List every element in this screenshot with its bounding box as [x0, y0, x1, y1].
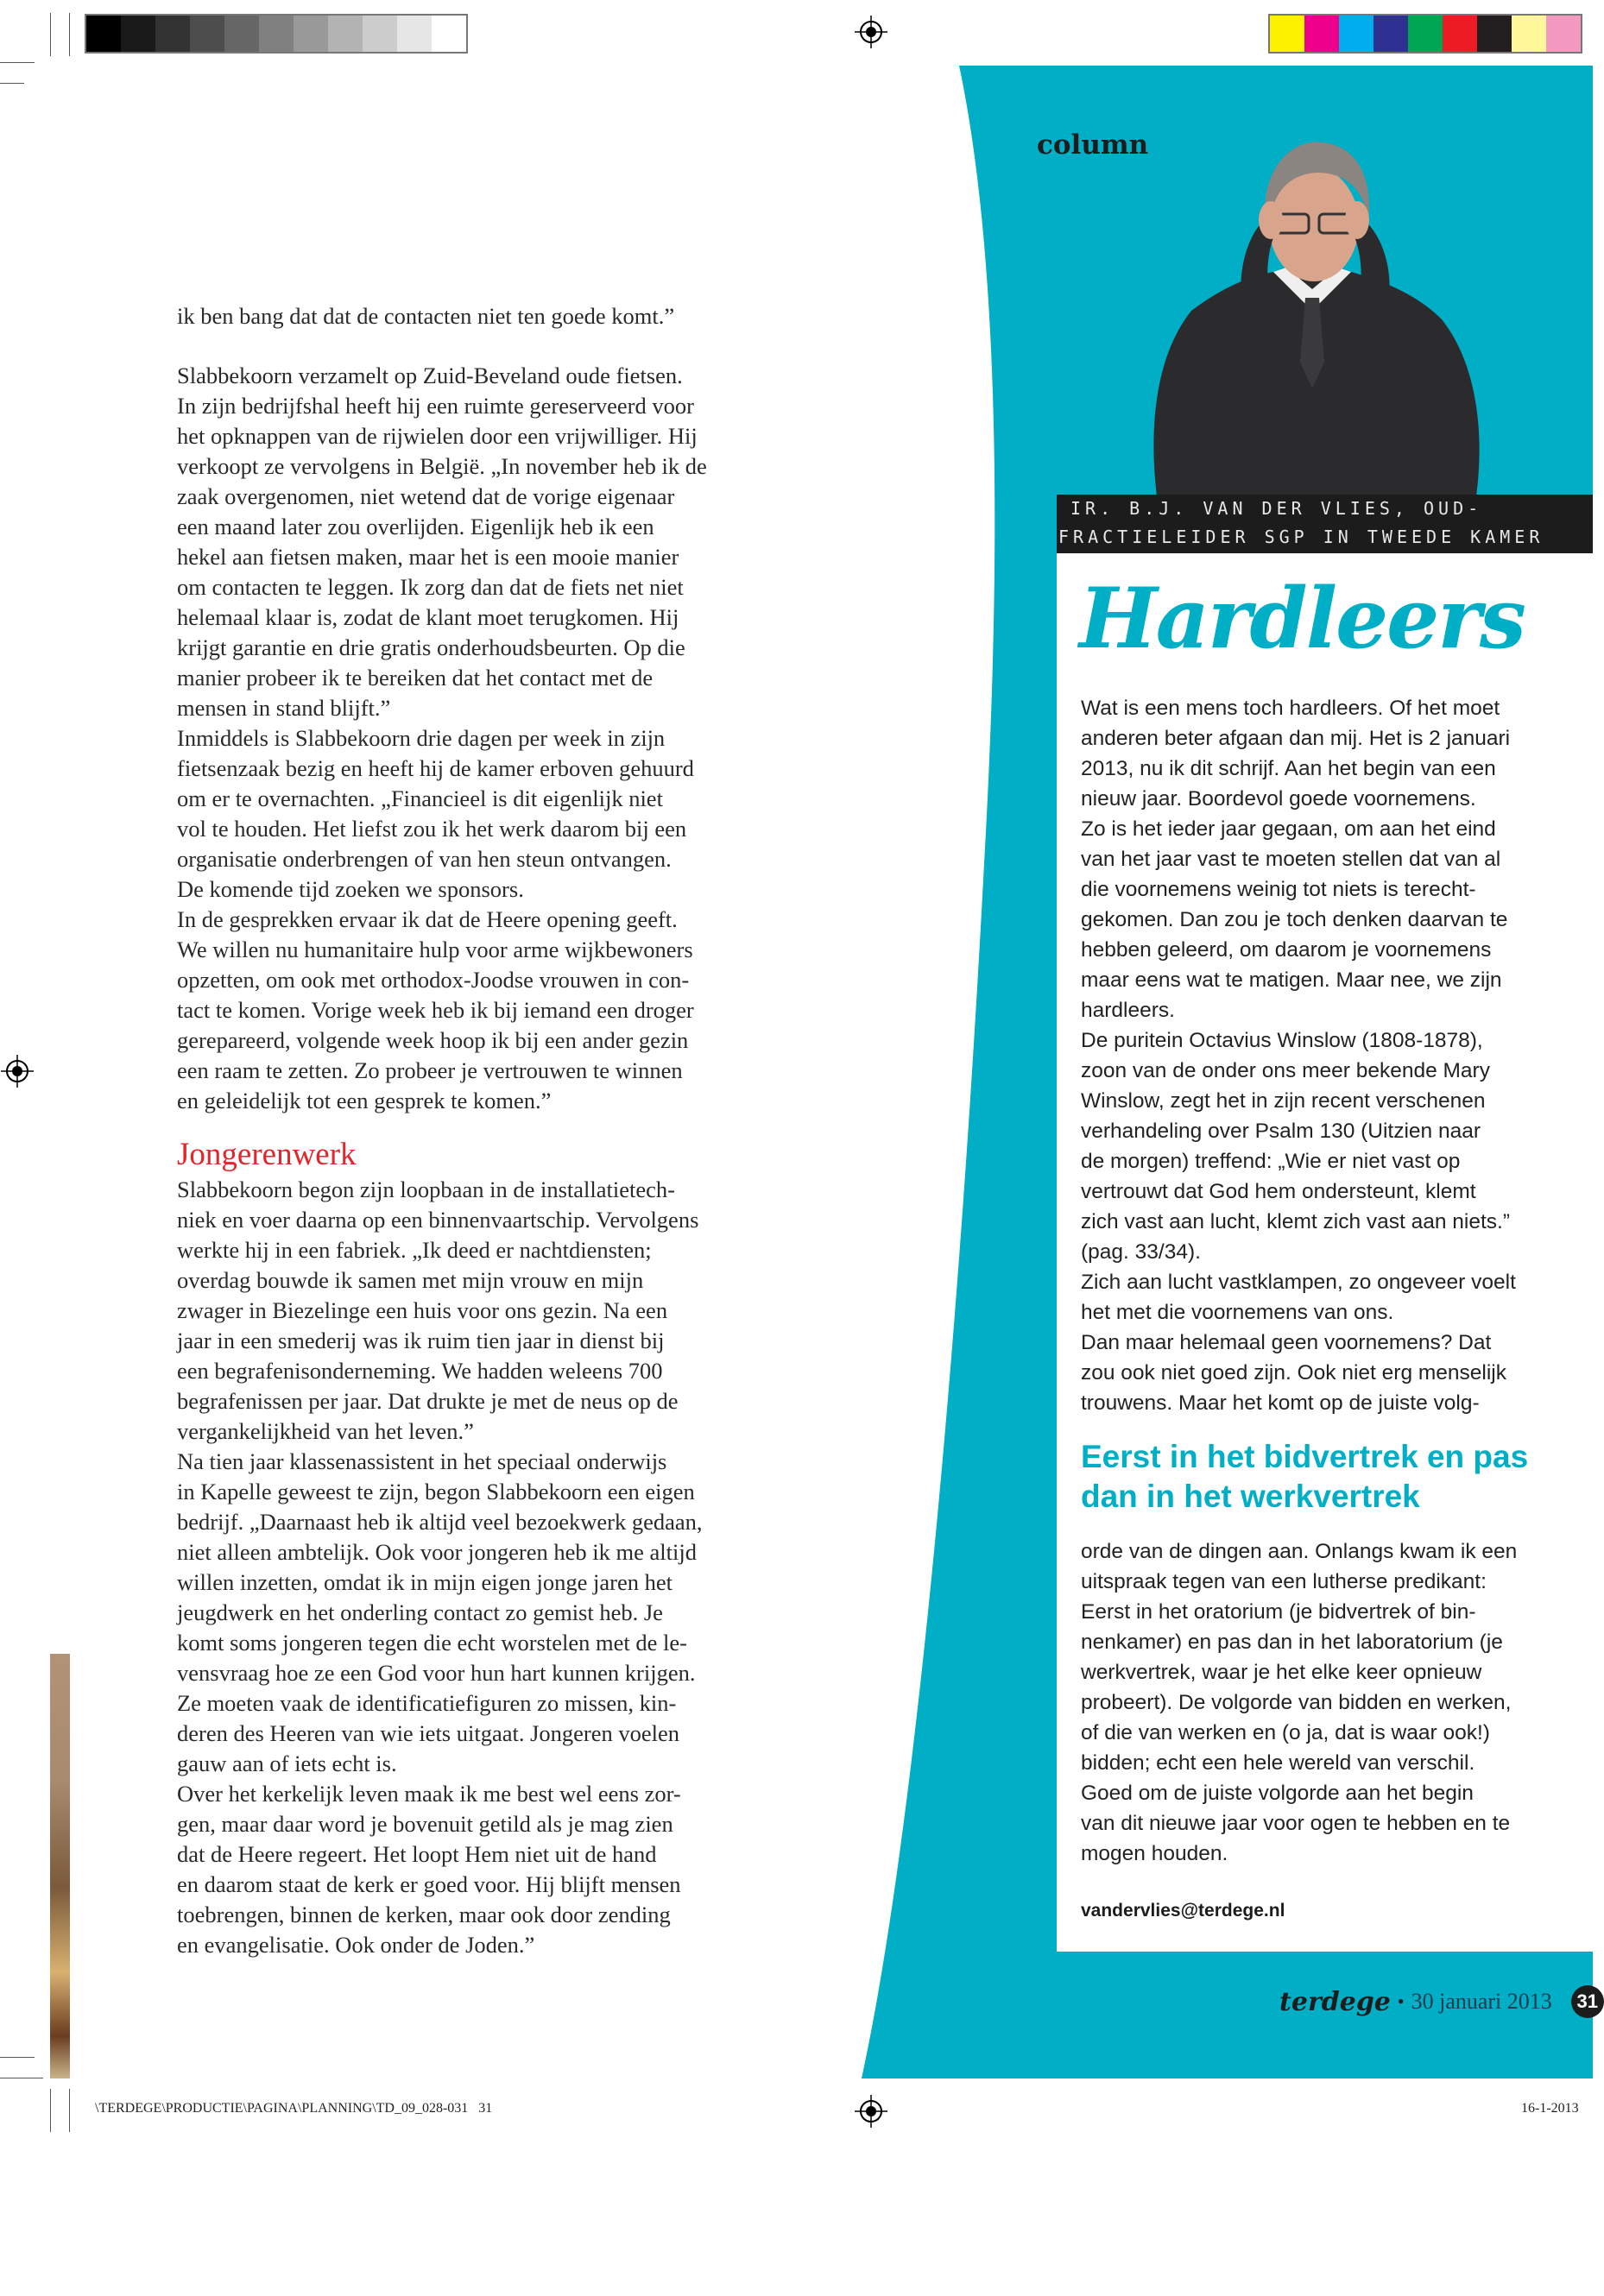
text-line: niek en voer daarna op een binnenvaartschip. Vervolgens: [177, 1207, 699, 1233]
text-line: deren des Heeren van wie iets uitgaat. Jongeren voelen: [177, 1720, 680, 1746]
author-caption: [1057, 495, 1593, 553]
text-line: zaak overgenomen, niet wetend dat de vorige eigenaar: [177, 483, 675, 509]
text-line: Inmiddels is Slabbekoorn drie dagen per week in zijn: [177, 725, 666, 751]
text-line: nenkamer) en pas dan in het laboratorium (je: [1081, 1631, 1503, 1654]
caption-line: IR. B.J. VAN DER VLIES, OUD-: [1070, 498, 1483, 519]
text-line: hardleers.: [1081, 999, 1175, 1022]
text-line: de morgen) treffend: „Wie er niet vast op: [1081, 1150, 1461, 1173]
text-line: gerepareerd, volgende week hoop ik bij een ander gezin: [177, 1027, 689, 1053]
text-line: werkvertrek, waar je het elke keer opnieuw: [1081, 1661, 1482, 1684]
text-line: Na tien jaar klassenassistent in het speciaal onderwijs: [177, 1448, 667, 1474]
text-line: orde van de dingen aan. Onlangs kwam ik een: [1081, 1540, 1518, 1563]
subheading-line: Eerst in het bidvertrek en pas: [1081, 1439, 1529, 1474]
text-line: bedrijf. „Daarnaast heb ik altijd veel bezoekwerk gedaan,: [177, 1509, 703, 1535]
text-line: van dit nieuwe jaar voor ogen te hebben en te: [1081, 1812, 1511, 1835]
text-line: Dan maar helemaal geen voornemens? Dat: [1081, 1331, 1492, 1354]
text-line: Wat is een mens toch hardleers. Of het moet: [1081, 697, 1500, 720]
column-label: column: [1037, 129, 1149, 161]
text-line: De puritein Octavius Winslow (1808-1878),: [1081, 1029, 1483, 1052]
column-body: [1081, 1536, 1517, 1869]
text-line: We willen nu humanitaire hulp voor arme wijkbewoners: [177, 937, 693, 962]
page-number: 31: [1571, 1985, 1604, 2018]
text-line: niet alleen ambtelijk. Ook voor jongeren heb ik me altijd: [177, 1539, 697, 1565]
slug-line: \TERDEGE\PRODUCTIE\PAGINA\PLANNING\TD_09_028-031 31: [95, 2101, 493, 2116]
text-line: een raam te zetten. Zo probeer je vertrouwen te winnen: [177, 1057, 683, 1083]
text-line: (pag. 33/34).: [1081, 1240, 1201, 1264]
text-line: Slabbekoorn verzamelt op Zuid-Beveland oude fietsen.: [177, 363, 683, 388]
text-line: overdag bouwde ik samen met mijn vrouw en mijn: [177, 1267, 644, 1293]
text-line: maar eens wat te matigen. Maar nee, we zijn: [1081, 968, 1502, 992]
text-line: De komende tijd zoeken we sponsors.: [177, 876, 524, 902]
text-line: zou ook niet goed zijn. Ook niet erg menselijk: [1081, 1361, 1506, 1385]
text-line: dat de Heere regeert. Het loopt Hem niet uit de hand: [177, 1841, 657, 1867]
print-date: 16-1-2013: [1521, 2101, 1579, 2116]
text-line: probeert). De volgorde van bidden en werken,: [1081, 1691, 1512, 1714]
text-line: willen inzetten, omdat ik in mijn eigen jonge jaren het: [177, 1569, 673, 1595]
text-line: opzetten, om ook met orthodox-Joodse vrouwen in con-: [177, 967, 690, 993]
text-line: tact te komen. Vorige week heb ik bij iemand een droger: [177, 997, 694, 1023]
column-subheading: [1081, 1437, 1528, 1517]
text-line: in Kapelle geweest te zijn, begon Slabbekoorn een eigen: [177, 1479, 695, 1504]
subheading-line: dan in het werkvertrek: [1081, 1479, 1420, 1514]
text-line: Zo is het ieder jaar gegaan, om aan het eind: [1081, 817, 1496, 841]
text-line: Winslow, zegt het in zijn recent verschenen: [1081, 1089, 1486, 1113]
text-line: zich vast aan lucht, klemt zich vast aan niets.”: [1081, 1210, 1511, 1233]
text-line: vensvraag hoe ze een God voor hun hart kunnen krijgen.: [177, 1660, 696, 1686]
text-line: nieuw jaar. Boordevol goede voornemens.: [1081, 787, 1476, 811]
text-line: verkoopt ze vervolgens in België. „In november heb ik de: [177, 453, 707, 479]
page-footer: [1279, 1985, 1604, 2018]
text-line: vertrouwt dat God hem ondersteunt, klemt: [1081, 1180, 1476, 1203]
text-line: In de gesprekken ervaar ik dat de Heere opening geeft.: [177, 906, 678, 932]
text-line: gen, maar daar word je bovenuit getild als je mag zien: [177, 1811, 673, 1837]
text-line: Zich aan lucht vastklampen, zo ongeveer voelt: [1081, 1271, 1516, 1294]
text-line: jaar in een smederij was ik ruim tien jaar in dienst bij: [177, 1328, 665, 1353]
text-line: zwager in Biezelinge een huis voor ons gezin. Na een: [177, 1297, 668, 1323]
text-line: mensen in stand blijft.”: [177, 695, 391, 721]
text-line: en daarom staat de kerk er goed voor. Hij blijft mensen: [177, 1871, 681, 1897]
text-line: komt soms jongeren tegen die echt worstelen met de le-: [177, 1630, 687, 1656]
issue-date: 30 januari 2013: [1411, 1989, 1552, 2014]
text-line: 2013, nu ik dit schrijf. Aan het begin van een: [1081, 757, 1496, 780]
text-line: zoon van de onder ons meer bekende Mary: [1081, 1059, 1490, 1082]
text-line: organisatie onderbrengen of van hen steun ontvangen.: [177, 846, 672, 872]
text-line: om er te overnachten. „Financieel is dit eigenlijk niet: [177, 785, 663, 811]
text-line: die voornemens weinig tot niets is terecht-: [1081, 878, 1476, 901]
column-title: Hardleers: [1079, 570, 1525, 667]
text-line: vol te houden. Het liefst zou ik het werk daarom bij een: [177, 816, 687, 842]
text-line: begrafenissen per jaar. Dat drukte je met de neus op de: [177, 1388, 679, 1414]
text-line: hekel aan fietsen maken, maar het is een mooie manier: [177, 544, 679, 570]
text-line: Slabbekoorn begon zijn loopbaan in de installatietech-: [177, 1176, 675, 1202]
brand-logo: terdege: [1279, 1986, 1391, 2017]
text-line: Over het kerkelijk leven maak ik me best wel eens zor-: [177, 1781, 681, 1807]
text-line: van het jaar vast te moeten stellen dat van al: [1081, 848, 1501, 871]
text-line: manier probeer ik te bereiken dat het contact met de: [177, 665, 654, 691]
author-portrait: [1122, 138, 1502, 496]
text-line: en evangelisatie. Ook onder de Joden.”: [177, 1932, 535, 1958]
text-line: Goed om de juiste volgorde aan het begin: [1081, 1782, 1474, 1805]
text-line: vergankelijkheid van het leven.”: [177, 1418, 474, 1444]
column-body: [1081, 693, 1516, 1418]
text-line: uitspraak tegen van een lutherse predikant:: [1081, 1570, 1487, 1593]
text-line: en geleidelijk tot een gesprek te komen.”: [177, 1088, 552, 1113]
text-line: een begrafenisonderneming. We hadden weleens 700: [177, 1358, 663, 1384]
text-line: trouwens. Maar het komt op de juiste volg-: [1081, 1391, 1480, 1415]
text-line: gauw aan of iets echt is.: [177, 1750, 397, 1776]
text-line: anderen beter afgaan dan mij. Het is 2 januari: [1081, 727, 1511, 750]
text-line: helemaal klaar is, zodat de klant moet terugkomen. Hij: [177, 604, 679, 630]
text-line: om contacten te leggen. Ik zorg dan dat de fiets net niet: [177, 574, 684, 600]
text-line: fietsenzaak bezig en heeft hij de kamer erboven gehuurd: [177, 755, 694, 781]
text-line: Ze moeten vaak de identificatiefiguren zo missen, kin-: [177, 1690, 677, 1716]
author-email-link[interactable]: vandervlies@terdege.nl: [1081, 1901, 1285, 1921]
text-line: gekomen. Dan zou je toch denken daarvan te: [1081, 908, 1508, 931]
text-line: werkte hij in een fabriek. „Ik deed er nachtdiensten;: [177, 1237, 652, 1263]
text-line: het opknappen van de rijwielen door een vrijwilliger. Hij: [177, 423, 698, 449]
text-line: het met die voornemens van ons.: [1081, 1301, 1394, 1324]
text-line: mogen houden.: [1081, 1842, 1228, 1865]
text-line: bidden; echt een hele wereld van verschil.: [1081, 1751, 1475, 1775]
separator: •: [1397, 1990, 1405, 2012]
section-heading: Jongerenwerk: [177, 1137, 357, 1172]
text-line: ik ben bang dat dat de contacten niet ten goede komt.”: [177, 303, 675, 329]
text-line: verhandeling over Psalm 130 (Uitzien naar: [1081, 1120, 1481, 1143]
text-line: een maand later zou overlijden. Eigenlijk heb ik een: [177, 514, 654, 539]
text-line: In zijn bedrijfshal heeft hij een ruimte gereserveerd voor: [177, 393, 694, 419]
text-line: krijgt garantie en drie gratis onderhoudsbeurten. Op die: [177, 634, 685, 660]
text-line: hebben geleerd, om daarom je voornemens: [1081, 938, 1492, 962]
caption-line: FRACTIELEIDER SGP IN TWEEDE KAMER: [1058, 527, 1544, 547]
text-line: Eerst in het oratorium (je bidvertrek of bin-: [1081, 1600, 1476, 1624]
text-line: jeugdwerk en het onderling contact zo gemist heb. Je: [177, 1599, 663, 1625]
text-line: of die van werken en (o ja, dat is waar ook!): [1081, 1721, 1490, 1744]
text-line: toebrengen, binnen de kerken, maar ook door zending: [177, 1902, 671, 1927]
